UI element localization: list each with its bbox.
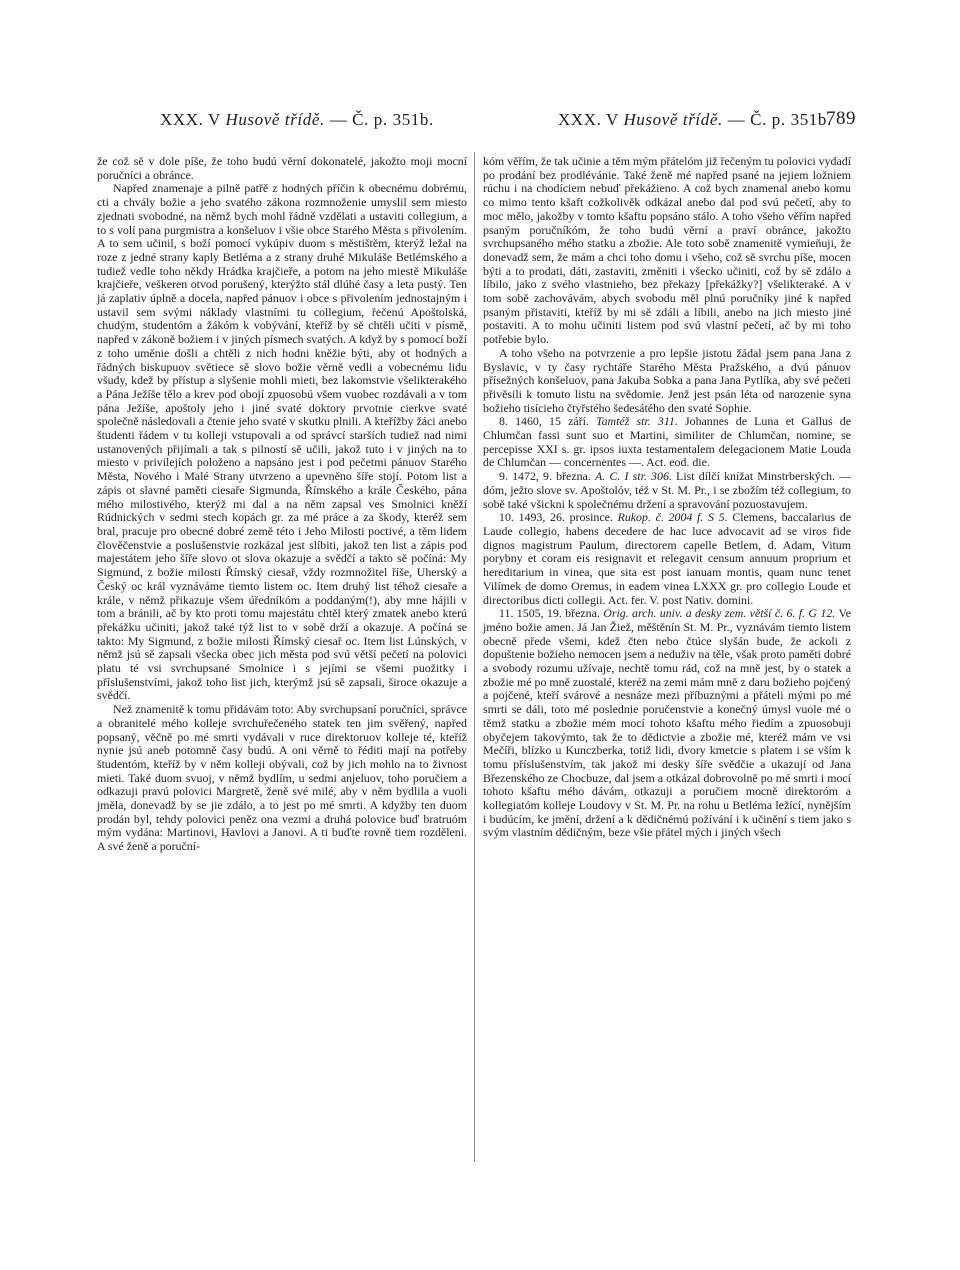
paragraph: 11. 1505, 19. března. Orig. arch. univ. a desky zem. větší č. 6. f. G 12. Ve jméno božie amen. Já Jan Žiež, měštěnín St. M. Pr., vyznávám tiemto listem obecně přede všemi, kdež čten nebo čtúce slyšán bude, že ackoli z dopuštenie božieho nemocen jsem a neduživ na těle, však proto paměti dobré a svobody rozumu užívaje, nechtě tomu rád, což na mně jest, by o statek a zbožie mé po mně zuostalé, kteréž na zemi mám mně z daru božieho pojčený a pojčené, kteří svárové a nesnáze mezi příbuznými a přáteli mými po mé smrti se dáli, toto mé poslednie poručenstvie a konečný úmysl vuole mé o těmž statku a zbožie mém mocí tohoto kšaftu mého řiedím a zpuosobuji obyčejem takovýmto, tak že to dědictvie a zbožie mé, kteréž mám ve vsi Mečíři, blízko u Kunczberka, totiž lidi, dvory kmetcie s platem i se vším k tomu příslušenstvím, tak jakož mi desky šíře svědčie a ukazují od Jana Březenského ze Chocbuze, dal jsem a otkázal dobrovolně po mé smrti i mocí tohoto kšaftu mého dávám, otkazuji a poručiem mocně direktoróm a kollegiatóm kolleje Loudovy v St. M. Pr. na rohu u Betléma ležící, nynějším i budúcím, ke jmění, držení a k dědičnémú požívání i k učinění s tiem jako s svým vlastním dědičným, beze všie přátel mých i jiných všech [483,606,851,840]
left-text-column [97,155,467,854]
paragraph: kóm věřím, že tak učinie a těm mým přátelóm již řečeným tu polovici vydadí po prodání bez prodlévánie. Také ženě mé napřed psané na jejiem ložniem rúchu i na chodíciem nebuď překážieno. A což bych znamenal anebo komu co mimo tento kšaft cožkolivěk odkázal anebo dal pod svú pečetí, aby to moc mělo, jakožby v tomto kšaftu popsáno stálo. A toho všeho věřím napřed psaným poručníkóm, že toho budú věrní a praví obránce, jakožto svrchupsaného mého statku a zbožie. Ale toto sobě znamenitě vymieňuji, že donevadž sem, že mám a chci toho domu i všeho, což sě svrchu píše, mocen býti a to prodati, dáti, zastaviti, změniti i všecko učiniti, což by sě zdálo a líbilo, jako z svého vlastnieho, bez překazy [překážky?] všelikteraké. A v tom sobě zachovávám, abych svobodu měl plnú poručníky jiné k napřed psaným přistaviti, kteříž by mi sě zdáli a líbili, anebo na jich miesto jiné postaviti. A to mohu učiniti listem pod svú vlastní pečetí, ač by mi toho potřebie bylo. [483,154,851,347]
header-right-suffix: — Č. p. 351b. [722,110,832,129]
header-left-street: Husově třídě. [225,110,325,129]
source-citation: Tamtéž str. 311. [596,414,678,429]
running-header-right [558,110,832,130]
paragraph: že což sě v dole píše, že toho budú věrní dokonatelé, jakožto moji mocní poručníci a obránce. [97,154,467,182]
source-citation: A. C. I str. 306. [595,469,672,484]
header-left-prefix: XXX. V [160,110,226,129]
paragraph: A toho všeho na potvrzenie a pro lepšie jistotu žádal jsem pana Jana z Byslavic, v ty časy rychtáře Starého Města Pražského, a dvú pánuov přísežných konšeluov, pana Jakuba Sobka a pana Jana Pytlíka, aby své pečeti přivěsili k tomuto listu na svědomie. Jenž jest psán léta od narozenie syna božieho tisícieho čtyřstého šedesátého den svaté Sophie. [483,345,851,415]
running-header-left [160,110,434,130]
paragraph: Napřed znamenaje a pilně patřě z hodných příčin k obecnému dobrému, cti a chvály božie a jeho svatého zákona rozmnoženie umyslil sem miesto zjednati svobodné, na němž bych mohl řádně vzdělati a ustaviti collegium, a to s volí pana purgmistra a konšeluov i všie obce Starého Města s přivolením. A to sem učinil, s boží pomocí vykúpiv duom s městištěm, kterýž ležal na roze z jedné strany kaply Betléma a z strany druhé Mikuláše Betlémského a tudiež vedle toho někdy Hrádka krajčieře, a potom na jeho miestě Mikuláše krajčieře, veškeren otvod porušený, kterýžto stál dlúhé časy a leta pustý. Ten já zaplativ úplně a docela, napřed pánuov i obce s přivolením jednostajným i ustavil sem svými náklady vlastními tu collegium, řečenú Apoštolská, chudým, studentóm a žákóm k vobývání, kteříž by sě chtěli učiti v písmě, napřed v zákoně božiem i v jiných písmech svatých. A když by s pomocí boží z toho uměnie došli a chtěli z nich hodni kněžie býti, aby ot hodných a řádných biskupuov světiece sě slovo božie věrně vedli a vobecnému lidu všudy, kdež by přístup a slyšenie mohli mieti, bez lakomstvie všelikterakého a Pána Ježíše tělo a krev pod obojí zpuosobú všem vuobec rozdávali a v tom pána Ježíše, apoštoly jeho i jiné svaté doktory prvotnie cierkve svaté společně následovali a čtenie jeho svaté v skutku plnili. A kteřížby žáci anebo študenti řádem v tu kolleji vstupovali a od správcí starších tudiež nad nimi ustanovených přijímali a tak s pilností sě učili, jakož tuto i v jiných na to miesto v privilejích položeno a napsáno jest i pod pečetmi pánuov Starého Města, Nového i Malé Strany utvrzeno a upevněno šíře stojí. Potom list a zápis ot slavné paměti ciesaře Sigmunda, Římského a krále Českého, pána mého milostivého, kterýž mi dal a na něm zapsal ves Smolnici kněží Rúdnických v sedmi stech kopách gr. za mé práce a za škody, kteréž sem bral, pracuje pro obecné dobré země této i Jeho Milosti poctivé, a těm lidem člověčenstvie a poslušenstvie rozkázal jest slíbiti, jakož ten list a zápis pod majestátem jeho šíře slovo ot slova okazuje a svědčí a takto sě počíná: My Sigmund, z božie milosti Římský ciesař, vždy rozmnožitel říše, Uherský a Český oc král vyznáváme tiemto listem oc. Item druhý list téhož ciesaře a krále, v němž přikazuje všem úředníkóm a poddaným(!), aby mne hájili v tom a bránili, ač by kto proti tomu majestátu chtěl který zmatek anebo kterú překážku učiniti, jakož také týž list to v sobě drží a okazuje. A počíná se takto: My Sigmund, z božie milosti Římský ciesař oc. Item list Lúnských, v němž jsú sě zapsali všecka obec jich města pod svú větší pečetí na polovici platu té vsi svrchupsané Smolnice i s jejími se všemi puožitky i příslušenstvími, jakož toho list jich, kterýmž jsú sě zapsali, široce okazuje a svědčí. [97,181,467,703]
paragraph: 9. 1472, 9. března. A. C. I str. 306. List dílčí knížat Minstrberských. — dóm, ježto slove sv. Apoštolóv, též v St. M. Pr., i se zbožím též collegium, to sobě také všickni k společnému držení a spravování pozuostavujem. [483,469,851,511]
paragraph: 10. 1493, 26. prosince. Rukop. č. 2004 f. S 5. Clemens, baccalarius de Laude collegio, habens decedere de hac luce advocavit ad se viros fide dignos magistrum Paulum, directorem capelle Betlem, d. Adam, Vitum porybny et coram eis resignavit et relegavit censum annuum proprium et hereditarium in vinea, que sita est post ianuam montis, quam nunc tenet Vilímek de domo Oremus, in eadem vinea LXXX gr. pro collegio Loude et directoribus dicti collegii. Act. fer. V. post Nativ. domini. [483,510,851,607]
paragraph: 8. 1460, 15 září. Tamtéž str. 311. Johannes de Luna et Gallus de Chlumčan fassi sunt suo et Martini, similiter de Chlumčan, nomine, se percepisse XXI s. gr. ipsos iuxta testamentalem delegacionem Matie Louda de Chlumčan — concernentes —. Act. eod. die. [483,414,851,470]
paragraph: Než znamenitě k tomu přidávám toto: Aby svrchupsaní poručníci, správce a obranitelé mého kolleje svrchuřečeného statek ten jim svěřený, napřed popsaný, věčně po mé smrti vydávali v ruce direktoruov kolleje té, kteříž nynie jsú aneb potomně časy budú. A oni věrně to řéditi mají na potřeby študentóm, kteříž by v něm kolleji obývali, což by jich mohlo na to živnost mieti. Také duom svuoj, v němž bydlím, u sedmi anjeluov, toho poručiem a odkazuji pravú polovici Margretě, ženě své milé, aby v něm bydlila a vuoli jměla, donevadž by se jie zdálo, a to jest po mé smrti. A kdyžby ten duom prodán byl, tehdy polovici peněz ona vezmi a druhá polovice buď bratruóm mým vydána: Martinovi, Havlovi a Janovi. A ti buďte rovně tiem rozděleni. A své ženě a poruční- [97,702,467,854]
source-citation: Orig. arch. univ. a desky zem. větší č. 6. f. G 12. [603,606,836,621]
header-left-suffix: — Č. p. 351b. [324,110,434,129]
column-divider [474,152,475,1162]
header-right-street: Husově třídě. [623,110,723,129]
right-text-column [483,155,851,840]
running-header [0,104,960,134]
source-citation: Rukop. č. 2004 f. S 5. [617,510,728,525]
header-right-prefix: XXX. V [558,110,624,129]
page-number: 789 [826,108,856,129]
